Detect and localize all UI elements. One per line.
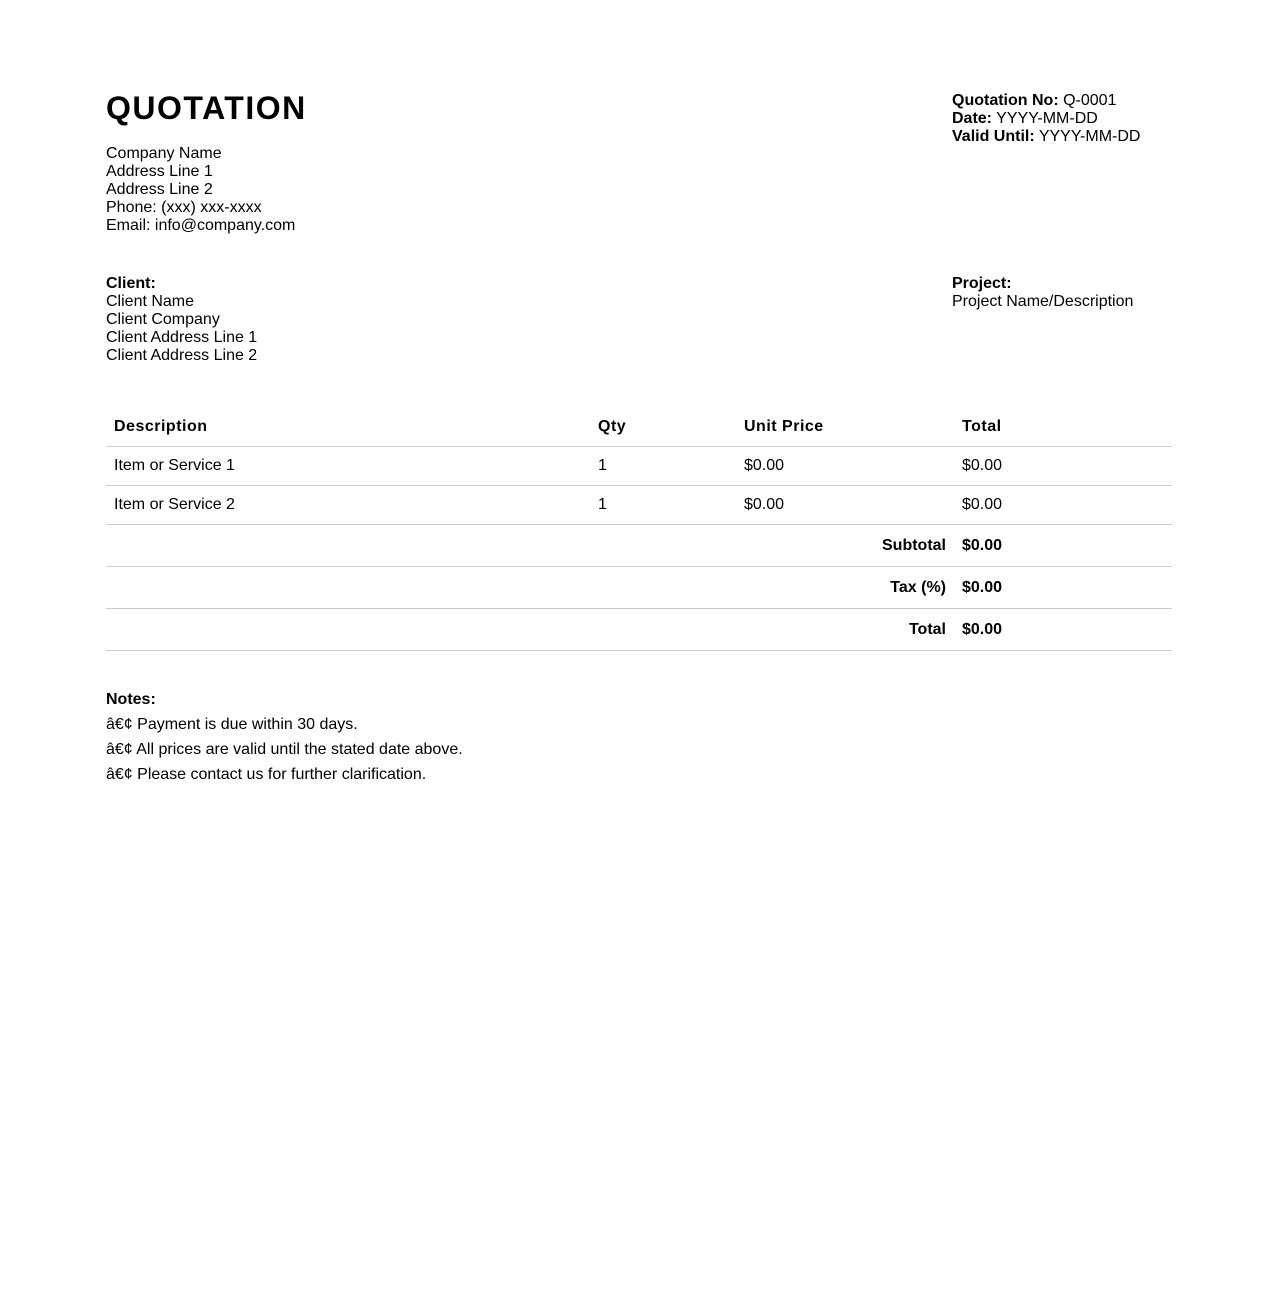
item-description: Item or Service 1	[106, 447, 590, 486]
subtotal-label: Subtotal	[106, 525, 954, 567]
notes-label: Notes:	[106, 691, 156, 708]
header-total: Total	[954, 408, 1172, 447]
document-title: QUOTATION	[106, 90, 307, 126]
tax-label: Tax (%)	[106, 567, 954, 609]
item-unit-price: $0.00	[736, 447, 954, 486]
company-address-1: Address Line 1	[106, 163, 213, 180]
items-table	[106, 408, 1172, 651]
company-phone: Phone: (xxx) xxx-xxxx	[106, 199, 262, 216]
client-info	[106, 275, 257, 365]
quotation-number: Quotation No: Q-0001	[952, 92, 1117, 109]
item-unit-price: $0.00	[736, 486, 954, 525]
total-label: Total	[106, 609, 954, 651]
company-address-2: Address Line 2	[106, 181, 213, 198]
client-address-2: Client Address Line 2	[106, 347, 258, 364]
note-item: â€¢ Please contact us for further clarification.	[106, 766, 427, 783]
item-qty: 1	[590, 486, 736, 525]
company-info	[106, 145, 295, 235]
note-item: â€¢ Payment is due within 30 days.	[106, 716, 358, 733]
total-value: $0.00	[954, 609, 1172, 651]
header-unit-price: Unit Price	[736, 408, 954, 447]
header-qty: Qty	[590, 408, 736, 447]
quotation-meta	[952, 92, 1140, 146]
item-total: $0.00	[954, 447, 1172, 486]
table-row	[106, 447, 1172, 486]
project-label: Project:	[952, 275, 1012, 292]
subtotal-value: $0.00	[954, 525, 1172, 567]
client-label: Client:	[106, 275, 156, 292]
table-header-row	[106, 408, 1172, 447]
quotation-valid-until: Valid Until: YYYY-MM-DD	[952, 128, 1141, 145]
note-item: â€¢ All prices are valid until the stated date above.	[106, 741, 463, 758]
tax-value: $0.00	[954, 567, 1172, 609]
company-name: Company Name	[106, 145, 222, 162]
total-row	[106, 609, 1172, 651]
header-description: Description	[106, 408, 590, 447]
company-email: Email: info@company.com	[106, 217, 296, 234]
project-value: Project Name/Description	[952, 293, 1134, 310]
subtotal-row	[106, 525, 1172, 567]
project-info	[952, 275, 1133, 311]
quotation-date: Date: YYYY-MM-DD	[952, 110, 1098, 127]
client-company: Client Company	[106, 311, 220, 328]
notes-section	[106, 691, 463, 791]
item-description: Item or Service 2	[106, 486, 590, 525]
item-qty: 1	[590, 447, 736, 486]
tax-row	[106, 567, 1172, 609]
client-name: Client Name	[106, 293, 195, 310]
table-row	[106, 486, 1172, 525]
item-total: $0.00	[954, 486, 1172, 525]
client-address-1: Client Address Line 1	[106, 329, 258, 346]
